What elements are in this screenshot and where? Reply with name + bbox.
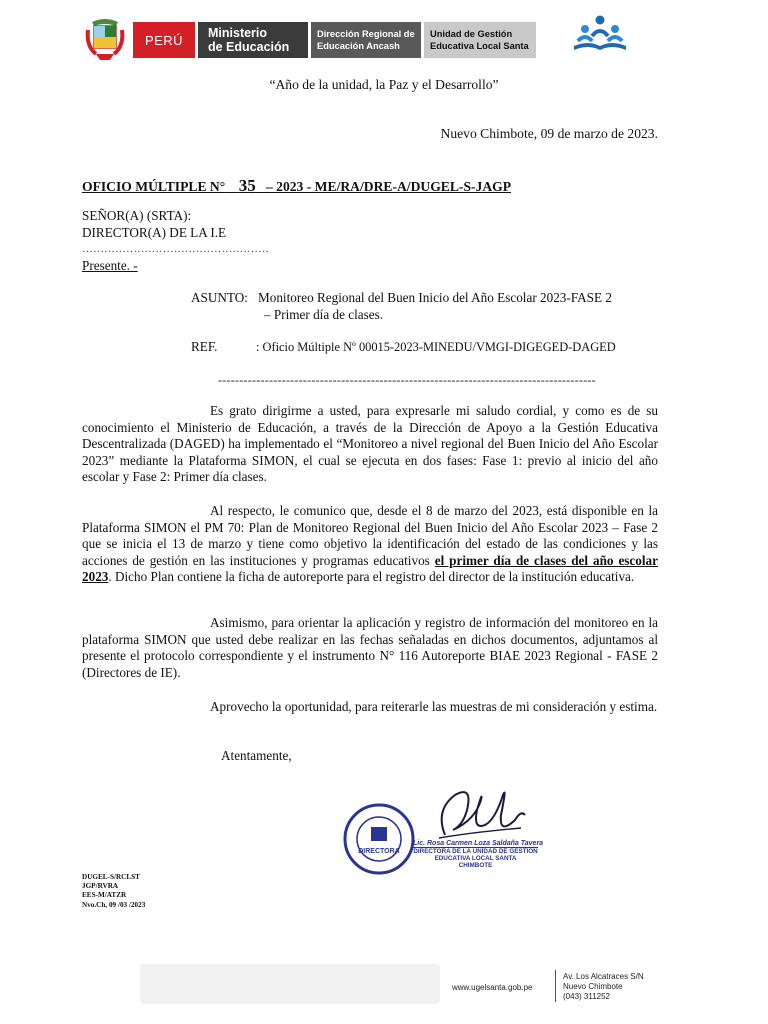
footer-address-line2: Nuevo Chimbote	[563, 982, 623, 991]
reference-line-3: EES-M/ATZR	[82, 891, 127, 900]
asunto-line1: Monitoreo Regional del Buen Inicio del Año Escolar 2023-FASE 2	[258, 290, 612, 305]
paragraph-1: Es grato dirigirme a usted, para expresarle mi saludo cordial, y como es de su conocimiento el Ministerio de Educación, a través de la Dirección de Apoyo a la Gestión Educativa Descentralizada (DAGED) ha implementado el “Monitoreo a nivel regional del Buen Inicio del Año Escolar 2023” mediante la Plataforma SIMON, el cual se ejecuta en dos fases: Fase 1: previo al inicio del año escolar y Fase 2: Primer día clases.	[82, 403, 658, 485]
stamp-role3: CHIMBOTE	[458, 862, 493, 869]
ugel-line1: Unidad de Gestión	[430, 29, 513, 39]
official-seal	[343, 803, 415, 875]
paragraph-2-part-a: Al respecto, le comunico que, desde el 8 de marzo del 2023, está disponible en la Plataforma SIMON el PM 70: Plan de Monitoreo Regional del Buen Inicio del Año Escolar 2023 – Fase 2 que se inicia el 13 de marzo y tiene como objetivo la identificación del estado de las condiciones y las acciones de gestión en las instituciones y programas educativos	[82, 503, 658, 568]
minedu-line1: Ministerio	[208, 26, 268, 40]
recipient-dots: ……………………………………………	[82, 243, 269, 256]
year-motto: “Año de la unidad, la Paz y el Desarrollo”	[269, 77, 499, 92]
recipient-block	[82, 208, 269, 274]
recipient-line1: SEÑOR(A) (SRTA):	[82, 208, 192, 223]
stamp-role1: DIRECTORA DE LA UNIDAD DE GESTIÓN	[413, 848, 538, 855]
presente-label: Presente. -	[82, 257, 138, 273]
dre-line2: Educación Ancash	[317, 41, 400, 51]
ugel-people-book-icon	[570, 14, 630, 54]
ref-label: REF.	[191, 339, 218, 354]
paragraph-2	[82, 503, 658, 586]
reference-initials	[82, 873, 145, 910]
closing-text: Atentamente,	[221, 748, 292, 763]
peru-logo-box	[133, 22, 195, 58]
peru-coat-of-arms-icon	[84, 16, 126, 62]
paragraph-2-emphasis: el primer día de clases del año escolar 2023	[82, 552, 658, 585]
peru-label: PERÚ	[144, 32, 184, 48]
reference-line-2: JGP/RVRA	[82, 882, 119, 891]
stamp-name: Lic. Rosa Carmen Loza Saldaña Tavera	[413, 840, 544, 847]
oficio-prefix: OFICIO MÚLTIPLE N°	[82, 179, 226, 194]
oficio-title	[82, 176, 511, 196]
dre-logo-box	[311, 22, 421, 58]
footer-address	[563, 972, 644, 1002]
reference-line-4: Nvo.Ch, 09 /03 /2023	[82, 900, 146, 909]
recipient-line2: DIRECTOR(A) DE LA I.E	[82, 224, 227, 240]
ref-text: : Oficio Múltiple Nº 00015-2023-MINEDU/VMGI-DIGEGED-DAGED	[256, 340, 616, 354]
ugel-logo-box	[424, 22, 536, 58]
oficio-suffix: – 2023 - ME/RA/DRE-A/DUGEL-S-JAGP	[265, 179, 512, 194]
seal-center-text: DIRECTORA	[358, 848, 400, 855]
paragraph-3: Asimismo, para orientar la aplicación y registro de información del monitoreo en la plataforma SIMON que usted debe realizar en las fechas señaladas en dichos documentos, adjuntamos al presente el protocolo correspondiente y el instrumento N° 116 Autoreporte BIAE 2023 Regional - FASE 2 (Directores de IE).	[82, 615, 658, 680]
footer-divider	[555, 970, 556, 1002]
footer-watermark	[140, 964, 440, 1004]
stamp-role2: EDUCATIVA LOCAL SANTA	[434, 855, 517, 862]
footer-website[interactable]: www.ugelsanta.gob.pe	[452, 983, 533, 992]
oficio-number: 35	[238, 176, 256, 195]
minedu-logo-box	[198, 22, 308, 58]
stamp-text-block	[413, 840, 544, 869]
minedu-line2: de Educación	[208, 40, 290, 54]
place-date: Nuevo Chimbote, 09 de marzo de 2023.	[440, 126, 658, 141]
paragraph-2-part-c: . Dicho Plan contiene la ficha de autoreporte para el registro del director de la institución educativa.	[108, 569, 635, 585]
asunto-line2: – Primer día de clases.	[264, 306, 384, 322]
footer-address-line1: Av. Los Alcatraces S/N	[563, 972, 644, 981]
ugel-line2: Educativa Local Santa	[430, 41, 529, 51]
paragraph-4: Aprovecho la oportunidad, para reiterarle las muestras de mi consideración y estima.	[210, 699, 658, 714]
dre-line1: Dirección Regional de	[317, 29, 415, 39]
reference-line-1: DUGEL-S/RCLST	[82, 873, 140, 881]
footer-phone: (043) 311252	[563, 992, 610, 1001]
asunto-text	[258, 290, 663, 323]
separator-line: -----------------------------------------------------------------------------------------	[218, 373, 596, 387]
asunto-label: ASUNTO:	[191, 290, 248, 305]
